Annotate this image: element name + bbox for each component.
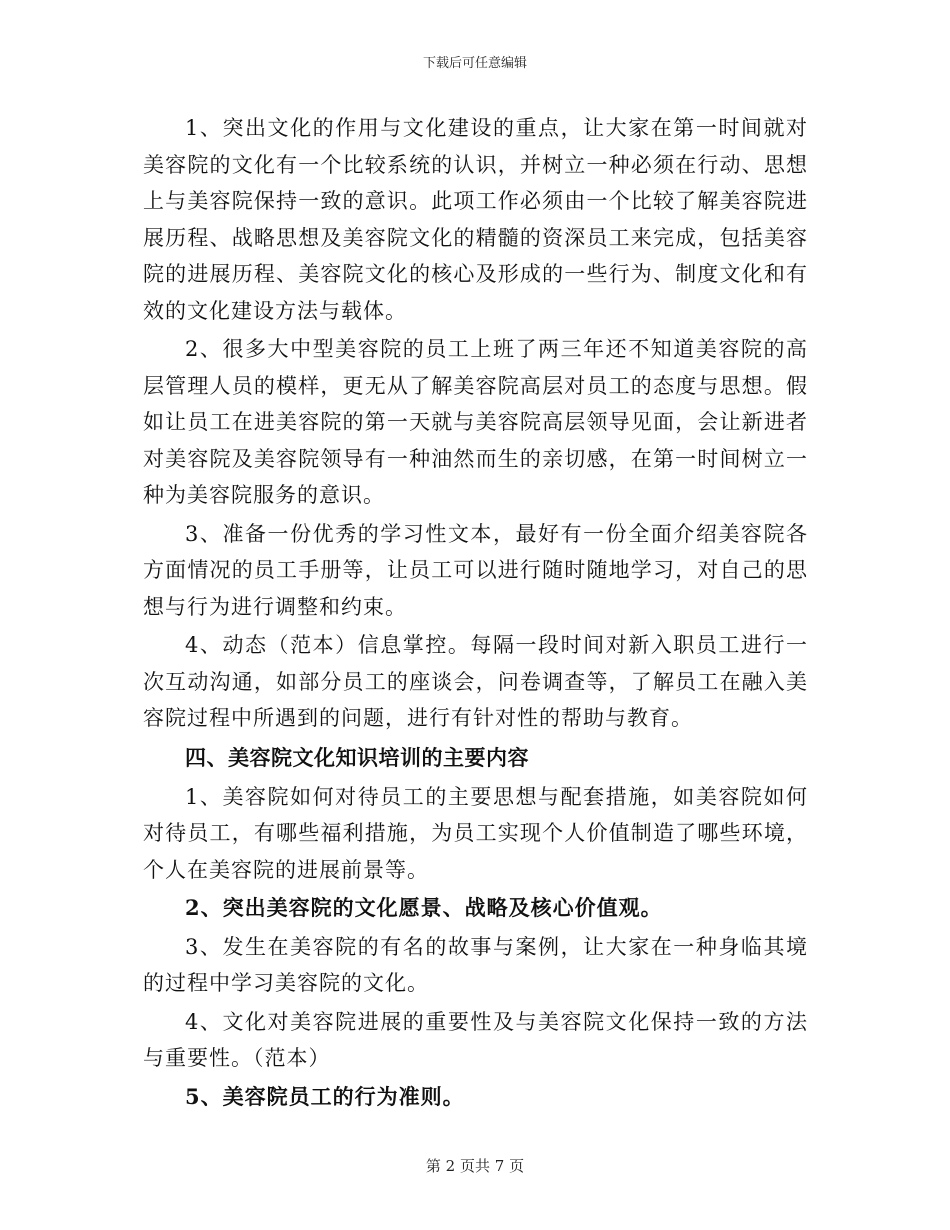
page-footer: 第 2 页共 7 页 [425, 1157, 525, 1175]
section-item-1: 1、美容院如何对待员工的主要思想与配套措施，如美容院如何对待员工，有哪些福利措施，为员工实现个人价值制造了哪些环境，个人在美容院的进展前景等。 [143, 784, 808, 882]
paragraph-1: 1、突出文化的作用与文化建设的重点，让大家在第一时间就对美容院的文化有一个比较系统的认识，并树立一种必须在行动、思想上与美容院保持一致的意识。此项工作必须由一个比较了解美容院进展历程、战略思想及美容院文化的精髓的资深员工来完成，包括美容院的进展历程、美容院文化的核心及形成的一些行为、制度文化和有效的文化建设方法与载体。 [143, 116, 808, 323]
paragraph-4: 4、动态（范本）信息掌控。每隔一段时间对新入职员工进行一次互动沟通，如部分员工的座谈会，问卷调查等，了解员工在融入美容院过程中所遇到的问题，进行有针对性的帮助与教育。 [143, 633, 808, 730]
section-item-4: 4、文化对美容院进展的重要性及与美容院文化保持一致的方法与重要性。（范本） [143, 1009, 808, 1070]
document-body [143, 110, 808, 1115]
section-heading: 四、美容院文化知识培训的主要内容 [185, 744, 529, 770]
paragraph-2: 2、很多大中型美容院的员工上班了两三年还不知道美容院的高层管理人员的模样，更无从了解美容院高层对员工的态度与思想。假如让员工在进美容院的第一天就与美容院高层领导见面，会让新进者对美容院及美容院领导有一种油然而生的亲切感，在第一时间树立一种为美容院服务的意识。 [143, 337, 808, 507]
section-item-5: 5、美容院员工的行为准则。 [185, 1083, 465, 1109]
section-item-2: 2、突出美容院的文化愿景、战略及核心价值观。 [185, 895, 663, 920]
page-header: 下载后可任意编辑 [422, 56, 527, 71]
paragraph-3: 3、准备一份优秀的学习性文本，最好有一份全面介绍美容院各方面情况的员工手册等，让员工可以进行随时随地学习，对自己的思想与行为进行调整和约束。 [143, 521, 808, 619]
section-item-3: 3、发生在美容院的有名的故事与案例，让大家在一种身临其境的过程中学习美容院的文化。 [143, 934, 808, 995]
